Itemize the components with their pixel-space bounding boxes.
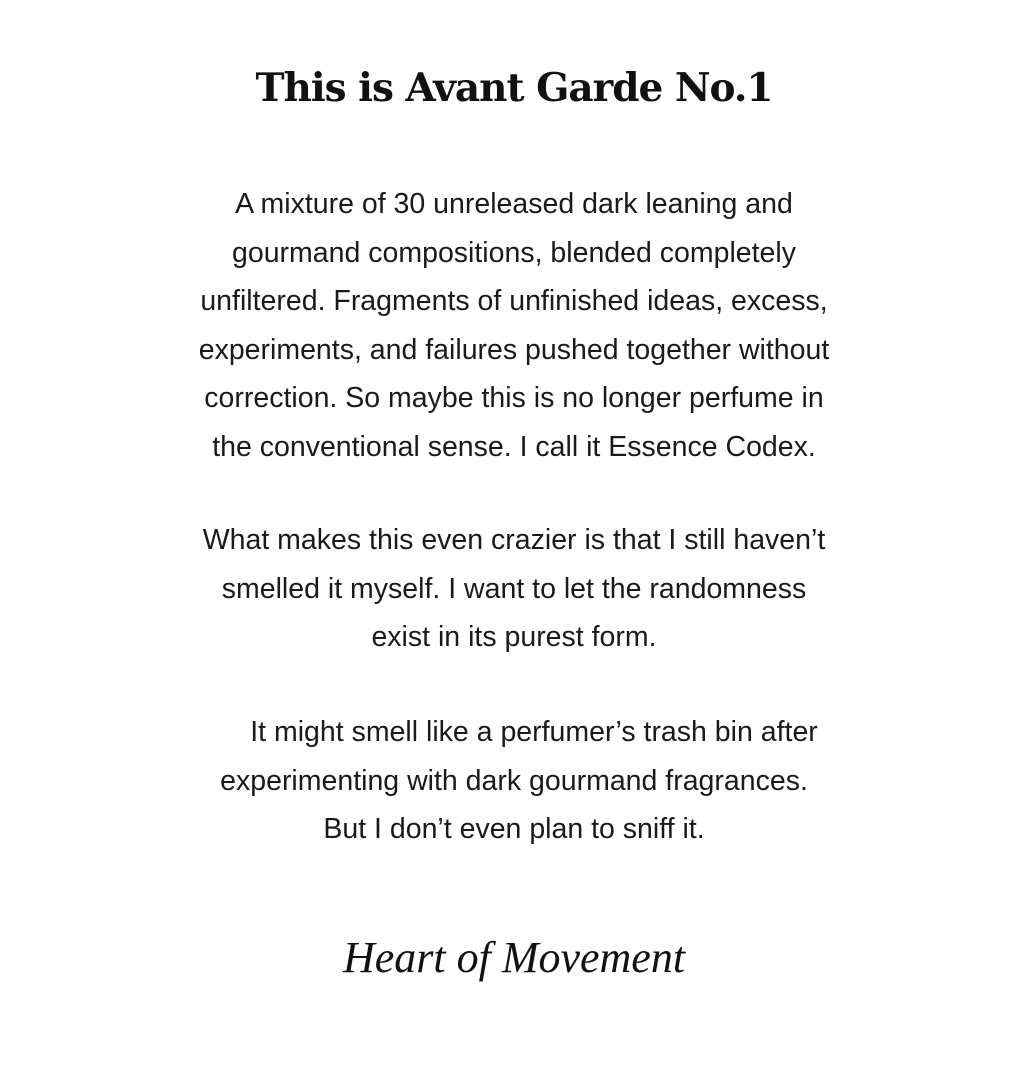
paragraph-randomness: [0, 516, 1028, 662]
paragraph-line: gourmand compositions, blended completely: [232, 236, 796, 269]
paragraph-line: experiments, and failures pushed together without: [198, 333, 830, 366]
page-title: This is Avant Garde No.1: [255, 65, 773, 111]
paragraph-line: exist in its purest form.: [371, 621, 657, 654]
signature: Heart of Movement: [342, 933, 686, 982]
paragraph-trash-bin: [0, 708, 1028, 854]
paragraph-line: A mixture of 30 unreleased dark leaning and: [235, 188, 793, 220]
paragraph-line: unfiltered. Fragments of unfinished ideas, excess,: [200, 285, 828, 318]
paragraph-line: correction. So maybe this is no longer perfume in: [204, 382, 824, 415]
paragraph-line: experimenting with dark gourmand fragrances.: [220, 764, 808, 797]
paragraph-line: But I don’t even plan to sniff it.: [323, 813, 705, 846]
paragraph-line: the conventional sense. I call it Essence Codex.: [212, 430, 816, 463]
paragraph-line: What makes this even crazier is that I still haven’t: [202, 524, 826, 556]
paragraph-line: smelled it myself. I want to let the randomness: [221, 572, 807, 605]
paragraph-line: It might smell like a perfumer’s trash bin after: [250, 716, 818, 748]
paragraph-description: [0, 180, 1028, 472]
